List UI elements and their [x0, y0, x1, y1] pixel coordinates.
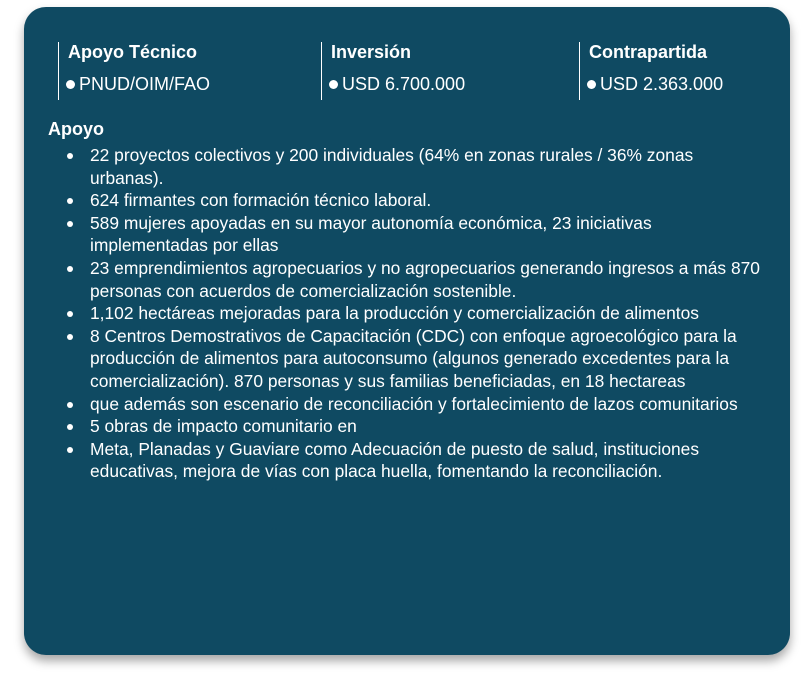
info-card — [24, 7, 790, 655]
list-item-text: que además son escenario de reconciliación y fortalecimiento de lazos comunitarios — [90, 393, 738, 414]
bullet-icon — [67, 402, 73, 408]
section-title-apoyo: Apoyo — [48, 119, 104, 139]
list-item — [90, 144, 770, 189]
bullet-icon — [67, 266, 73, 272]
list-item — [90, 325, 770, 393]
list-item-text: 22 proyectos colectivos y 200 individuales (64% en zonas rurales / 36% zonas urbanas). — [90, 145, 694, 188]
header-title: Contrapartida — [589, 42, 708, 62]
list-item-text: 23 emprendimientos agropecuarios y no agropecuarios generando ingresos a más 870 personas con acuerdos de comercialización sostenible. — [90, 257, 760, 301]
header-value-text: USD 2.363.000 — [600, 74, 724, 94]
bullet-icon — [67, 198, 73, 204]
header-value-text: USD 6.700.000 — [342, 74, 466, 94]
header-value-text: PNUD/OIM/FAO — [79, 74, 211, 94]
bullet-icon — [67, 424, 73, 430]
bullet-icon — [67, 153, 73, 159]
header-column-contrapartida — [579, 42, 779, 100]
header-value — [331, 74, 561, 94]
bullet-icon — [329, 80, 338, 89]
list-item-text: 589 mujeres apoyadas en su mayor autonomía económica, 23 iniciativas implementadas por ellas — [90, 212, 652, 256]
header-column-apoyo-tecnico — [58, 42, 298, 100]
bullet-icon — [67, 311, 73, 317]
bullet-icon — [67, 221, 73, 227]
list-item — [90, 438, 770, 483]
list-item-text: 624 firmantes con formación técnico laboral. — [90, 190, 432, 211]
list-item-text: 8 Centros Demostrativos de Capacitación (CDC) con enfoque agroecológico para la producción de alimentos para autoconsumo (algunos generado excedentes para la comercialización). 870 personas y sus familias beneficiadas, en 18 hectareas — [90, 325, 737, 391]
list-item — [90, 257, 770, 302]
header-column-inversion — [321, 42, 561, 100]
bullet-icon — [66, 80, 75, 89]
header-title: Apoyo Técnico — [68, 42, 198, 62]
apoyo-list — [90, 144, 770, 483]
header-value — [589, 74, 779, 94]
list-item — [90, 212, 770, 257]
list-item — [90, 415, 770, 438]
bullet-icon — [587, 80, 596, 89]
list-item — [90, 189, 770, 212]
list-item — [90, 302, 770, 325]
list-item-text: 5 obras de impacto comunitario en — [90, 416, 357, 437]
list-item-text: Meta, Planadas y Guaviare como Adecuación de puesto de salud, instituciones educativas, mejora de vías con placa huella, fomentando la reconciliación. — [90, 438, 700, 482]
bullet-icon — [67, 447, 73, 453]
list-item-text: 1,102 hectáreas mejoradas para la producción y comercialización de alimentos — [90, 303, 700, 324]
header-title: Inversión — [331, 42, 412, 62]
header-value — [68, 74, 298, 94]
bullet-icon — [67, 334, 73, 340]
list-item — [90, 393, 770, 416]
